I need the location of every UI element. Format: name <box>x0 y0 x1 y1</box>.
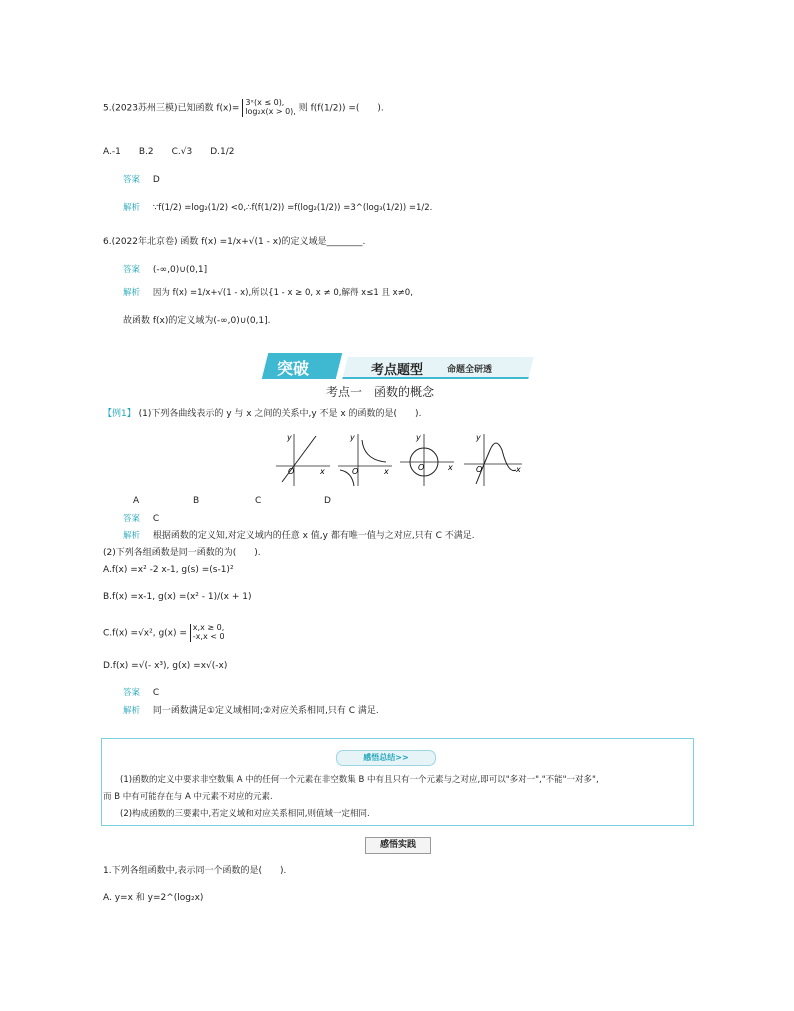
practice-title: 感悟实践 <box>365 837 431 854</box>
fig-d-curve <box>476 443 516 484</box>
ex1-answer1: C <box>152 514 160 524</box>
fig-b-y-label: y <box>350 433 355 442</box>
q5-answer: D <box>152 175 160 185</box>
ex1-opt-c-case1: x,x ≥ 0, <box>192 623 225 632</box>
q5-stem-tail: 则 f(f(1/2)) =( ). <box>298 103 384 114</box>
figure-a <box>274 430 332 488</box>
fig-b-curve-right <box>362 440 386 462</box>
q5-answer-row <box>123 175 160 186</box>
q6-analysis-row <box>123 288 413 299</box>
q5-analysis-label: 解析 <box>123 203 141 213</box>
figure-b <box>336 430 394 488</box>
fig-a-x-label: x <box>320 467 325 476</box>
section-banner <box>265 353 535 379</box>
q6-analysis-line2: 故函数 f(x)的定义域为(-∞,0)∪(0,1]. <box>123 316 271 326</box>
ex1-opt-b: B.f(x) =x-1, g(x) =(x² - 1)/(x + 1) <box>103 592 252 602</box>
q5-analysis-row <box>123 203 432 214</box>
ex1-answer1-label: 答案 <box>123 514 141 524</box>
summary-p1b: 而 B 中有可能存在与 A 中元素不对应的元素. <box>103 792 273 802</box>
fig-d-x-label: x <box>516 465 521 474</box>
fig-label-d: D <box>324 496 331 506</box>
q5-answer-label: 答案 <box>123 175 141 185</box>
ex1-analysis1: 根据函数的定义知,对定义域内的任意 x 值,y 都有唯一值与之对应,只有 C 不满足. <box>152 531 475 541</box>
ex1-answer2-label: 答案 <box>123 688 141 698</box>
ex1-part1: (1)下列各曲线表示的 y 与 x 之间的关系中,y 不是 x 的函数的是( ). <box>138 409 422 419</box>
q5-case2: log₂x(x > 0), <box>245 106 296 116</box>
fig-label-c: C <box>255 496 262 506</box>
fig-c-x-label: x <box>448 463 453 472</box>
q5-piecewise <box>242 99 296 117</box>
fig-c-y-label: y <box>416 433 421 442</box>
q6-analysis-label: 解析 <box>123 288 141 298</box>
fig-d-origin: O <box>476 465 483 474</box>
ex1-analysis1-row <box>123 531 475 542</box>
fig-label-b: B <box>193 496 200 506</box>
q5-stem <box>103 99 384 117</box>
ex1-answer1-row <box>123 514 159 525</box>
figure-c <box>398 430 456 488</box>
q5-case1: 3ˣ(x ≤ 0), <box>245 98 285 107</box>
q6-answer: (-∞,0)∪(0,1] <box>152 265 208 275</box>
ex1-opt-c-piecewise <box>190 624 225 642</box>
q6-answer-row <box>123 265 207 276</box>
ex1-part1-row <box>103 409 421 420</box>
section-title: 考点一 函数的概念 <box>326 385 435 399</box>
fig-a-y-label: y <box>287 433 292 442</box>
q5-analysis: ∵f(1/2) =log₂(1/2) <0,∴f(f(1/2)) =f(log₂(1/2)) =3^(log₃(1/2)) =1/2. <box>152 203 433 213</box>
practice-q1-opt-a: A. y=x 和 y=2^(log₂x) <box>103 893 204 903</box>
ex1-analysis2: 同一函数满足①定义域相同;②对应关系相同,只有 C 满足. <box>152 706 379 716</box>
fig-a-origin: O <box>288 467 295 476</box>
q6-stem: 6.(2022年北京卷) 函数 f(x) =1/x+√(1 - x)的定义域是________. <box>103 237 366 247</box>
q6-analysis-line1: 因为 f(x) =1/x+√(1 - x),所以{1 - x ≥ 0, x ≠ 0,解得 x≤1 且 x≠0, <box>152 288 413 298</box>
q5-options: A.-1 B.2 C.√3 D.1/2 <box>103 147 235 157</box>
summary-p1a: (1)函数的定义中要求非空数集 A 中的任何一个元素在非空数集 B 中有且只有一个元素与之对应,即可以"多对一","不能"一对多", <box>120 775 599 785</box>
figure-d <box>462 430 524 488</box>
ex1-part2: (2)下列各组函数是同一函数的为( ). <box>103 548 261 558</box>
ex1-opt-c-prefix: C.f(x) =√x², g(x) = <box>103 628 187 639</box>
ex1-opt-c-case2: -x,x < 0 <box>192 631 225 641</box>
banner-sub-text: 命题全研透 <box>447 365 493 375</box>
fig-b-origin: O <box>352 467 359 476</box>
ex1-opt-a: A.f(x) =x² -2 x-1, g(s) =(s-1)² <box>103 565 234 575</box>
ex1-opt-c <box>103 624 225 642</box>
ex1-analysis2-row <box>123 706 379 717</box>
q6-answer-label: 答案 <box>123 265 141 275</box>
ex1-answer2-row <box>123 688 159 699</box>
q5-stem-text: 5.(2023苏州三模)已知函数 f(x)= <box>103 103 240 114</box>
fig-d-y-label: y <box>476 433 481 442</box>
summary-p2: (2)构成函数的三要素中,若定义域和对应关系相同,则值域一定相同. <box>120 809 370 819</box>
ex1-opt-d: D.f(x) =√(- x³), g(x) =x√(-x) <box>103 661 228 671</box>
ex1-analysis1-label: 解析 <box>123 531 141 541</box>
ex1-analysis2-label: 解析 <box>123 706 141 716</box>
banner-right-text: 考点题型 <box>371 363 424 378</box>
ex1-answer2: C <box>152 688 160 698</box>
practice-q1: 1.下列各组函数中,表示同一个函数的是( ). <box>103 866 287 876</box>
fig-b-x-label: x <box>384 467 389 476</box>
fig-label-a: A <box>133 496 140 506</box>
fig-c-origin: O <box>418 463 425 472</box>
banner-left-text: 突破 <box>277 359 310 378</box>
summary-tag: 感悟总结>> <box>336 750 436 766</box>
ex1-tag: 【例1】 <box>103 409 136 419</box>
